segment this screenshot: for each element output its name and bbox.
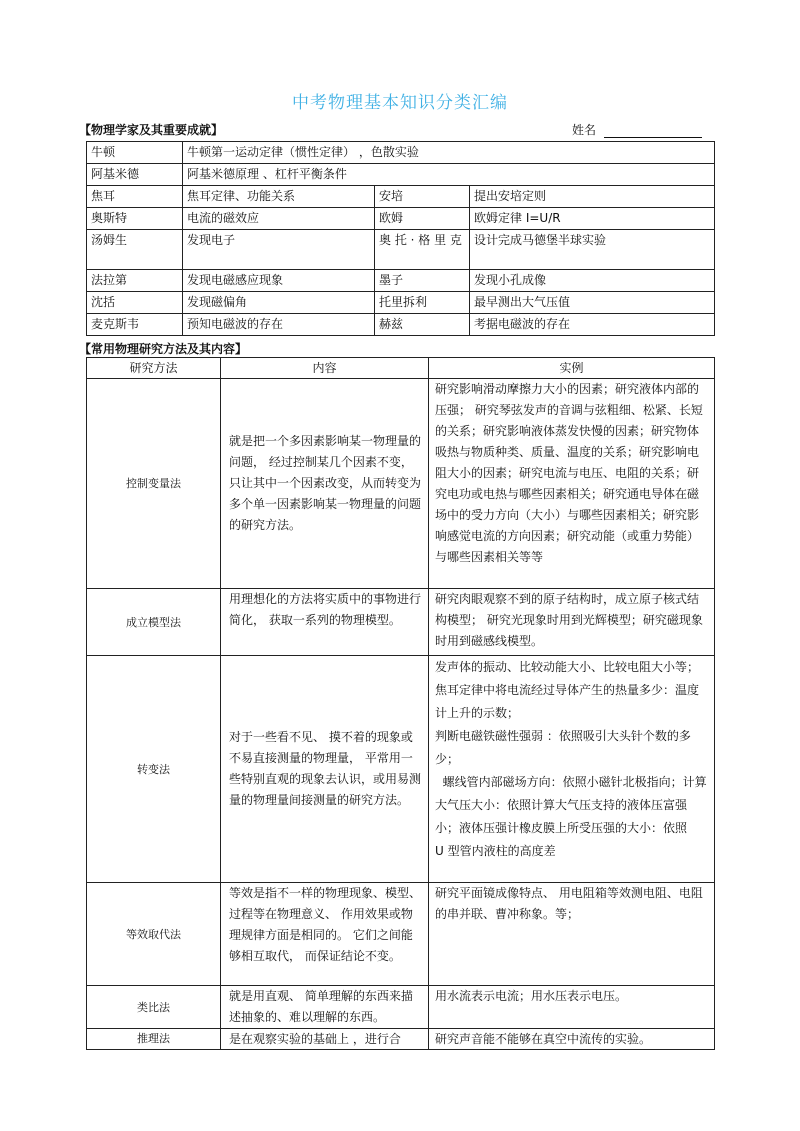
method-example: 研究肉眼观察不到的原子结构时，成立原子核式结构模型； 研究光现象时用到光辉模型；研究磁现象时用到磁感线模型。 <box>429 589 715 656</box>
method-example: 用水流表示电流；用水压表示电压。 <box>429 986 715 1029</box>
method-content: 就是把一个多因素影响某一物理量的问题， 经过控制某几个因素不变，只让其中一个因素改变，从而转变为多个单一因素影响某一物理量的问题的研究方法。 <box>221 379 429 589</box>
table-row <box>87 164 715 186</box>
scientist-name: 安培 <box>375 186 470 208</box>
scientist-achievement: 发现小孔成像 <box>470 270 715 292</box>
scientist-name: 法拉第 <box>87 270 183 292</box>
example-line: 焦耳定律中将电流经过导体产生的热量多少：温度计上升的示数； <box>435 683 700 720</box>
method-name: 等效取代法 <box>87 883 221 986</box>
scientist-achievement: 发现电磁感应现象 <box>183 270 375 292</box>
example-line: 判断电磁铁磁性强弱 ：依照吸引大头针个数的多少； <box>435 729 691 766</box>
section-heading-scientists: 【物理学家及其重要成就】 <box>79 123 224 137</box>
method-name: 成立模型法 <box>87 589 221 656</box>
method-example: 研究声音能不能够在真空中流传的实验。 <box>429 1029 715 1050</box>
table-row <box>87 314 715 336</box>
scientist-achievement: 预知电磁波的存在 <box>183 314 375 336</box>
methods-table <box>86 357 715 1050</box>
scientist-name: 奥 托 · 格 里 克 <box>375 230 470 270</box>
name-label: 姓名 <box>572 123 597 137</box>
scientist-achievement: 设计完成马德堡半球实验 <box>470 230 715 270</box>
scientist-name: 托里拆利 <box>375 292 470 314</box>
scientist-achievement: 电流的磁效应 <box>183 208 375 230</box>
scientist-name: 焦耳 <box>87 186 183 208</box>
name-field <box>572 121 702 138</box>
method-example: 研究平面镜成像特点、 用电阻箱等效测电阻、电阻的串并联、曹冲称象。等； <box>429 883 715 986</box>
scientist-name: 汤姆生 <box>87 230 183 270</box>
method-example <box>429 656 715 883</box>
method-content: 等效是指不一样的物理现象、模型、过程等在物理意义、 作用效果或物理规律方面是相同的。 它们之间能够相互取代， 而保证结论不变。 <box>221 883 429 986</box>
scientist-achievement: 提出安培定则 <box>470 186 715 208</box>
scientist-name: 奥斯特 <box>87 208 183 230</box>
table-row <box>87 270 715 292</box>
scientist-name: 麦克斯韦 <box>87 314 183 336</box>
scientist-achievement: 牛顿第一运动定律（惯性定律） ，色散实验 <box>183 142 715 164</box>
scientist-name: 墨子 <box>375 270 470 292</box>
scientist-name: 阿基米德 <box>87 164 183 186</box>
name-blank-line[interactable] <box>604 125 702 138</box>
method-example: 研究影响滑动摩擦力大小的因素；研究液体内部的压强； 研究琴弦发声的音调与弦粗细、松紧、长短的关系；研究影响液体蒸发快慢的因素；研究物体吸热与物质种类、质量、温度的关系；研究影响电阻大小的因素；研究电流与电压、电阻的关系；研究电功或电热与哪些因素相关；研究通电导体在磁场中的受力方向（大小）与哪些因素相关；研究影响感觉电流的方向因素；研究动能（或重力势能）与哪些因素相关等等 <box>429 379 715 589</box>
method-name: 推理法 <box>87 1029 221 1050</box>
example-line: 发声体的振动、比较动能大小、比较电阻大小等； <box>435 660 700 674</box>
scientist-achievement: 发现电子 <box>183 230 375 270</box>
method-name: 类比法 <box>87 986 221 1029</box>
scientist-achievement: 发现磁偏角 <box>183 292 375 314</box>
column-header-method: 研究方法 <box>87 358 221 379</box>
method-content: 对于一些看不见、 摸不着的现象或不易直接测量的物理量， 平常用一些特别直观的现象去认识，或用易测量的物理量间接测量的研究方法。 <box>221 656 429 883</box>
scientist-achievement: 最早测出大气压值 <box>470 292 715 314</box>
table-row <box>87 208 715 230</box>
table-row <box>87 1029 715 1050</box>
table-row <box>87 589 715 656</box>
scientist-name: 牛顿 <box>87 142 183 164</box>
scientist-name: 沈括 <box>87 292 183 314</box>
table-row <box>87 656 715 883</box>
section-heading-methods: 【常用物理研究方法及其内容】 <box>79 342 248 356</box>
scientist-name: 欧姆 <box>375 208 470 230</box>
method-name: 控制变量法 <box>87 379 221 589</box>
scientist-achievement: 考据电磁波的存在 <box>470 314 715 336</box>
method-content: 用理想化的方法将实质中的事物进行简化， 获取一系列的物理模型。 <box>221 589 429 656</box>
method-name: 转变法 <box>87 656 221 883</box>
column-header-content: 内容 <box>221 358 429 379</box>
table-row <box>87 186 715 208</box>
table-row <box>87 230 715 270</box>
scientist-name: 赫兹 <box>375 314 470 336</box>
table-row <box>87 379 715 589</box>
table-row <box>87 292 715 314</box>
table-header-row <box>87 358 715 379</box>
example-line: 螺线管内部磁场方向：依照小磁针北极指向；计算大气压大小：依照计算大气压支持的液体压富强小；液体压强计橡皮膜上所受压强的大小：依照 U 型管内液柱的高度差 <box>435 775 707 858</box>
method-content: 是在观察实验的基础上 ，进行合 <box>221 1029 429 1050</box>
page-title: 中考物理基本知识分类汇编 <box>292 93 508 113</box>
scientist-achievement: 欧姆定律 I=U/R <box>470 208 715 230</box>
scientists-table <box>86 141 715 336</box>
method-content: 就是用直观、 简单理解的东西来描述抽象的、难以理解的东西。 <box>221 986 429 1029</box>
table-row <box>87 883 715 986</box>
column-header-example: 实例 <box>429 358 715 379</box>
scientist-achievement: 焦耳定律、功能关系 <box>183 186 375 208</box>
table-row <box>87 986 715 1029</box>
table-row <box>87 142 715 164</box>
scientist-achievement: 阿基米德原理 、杠杆平衡条件 <box>183 164 715 186</box>
